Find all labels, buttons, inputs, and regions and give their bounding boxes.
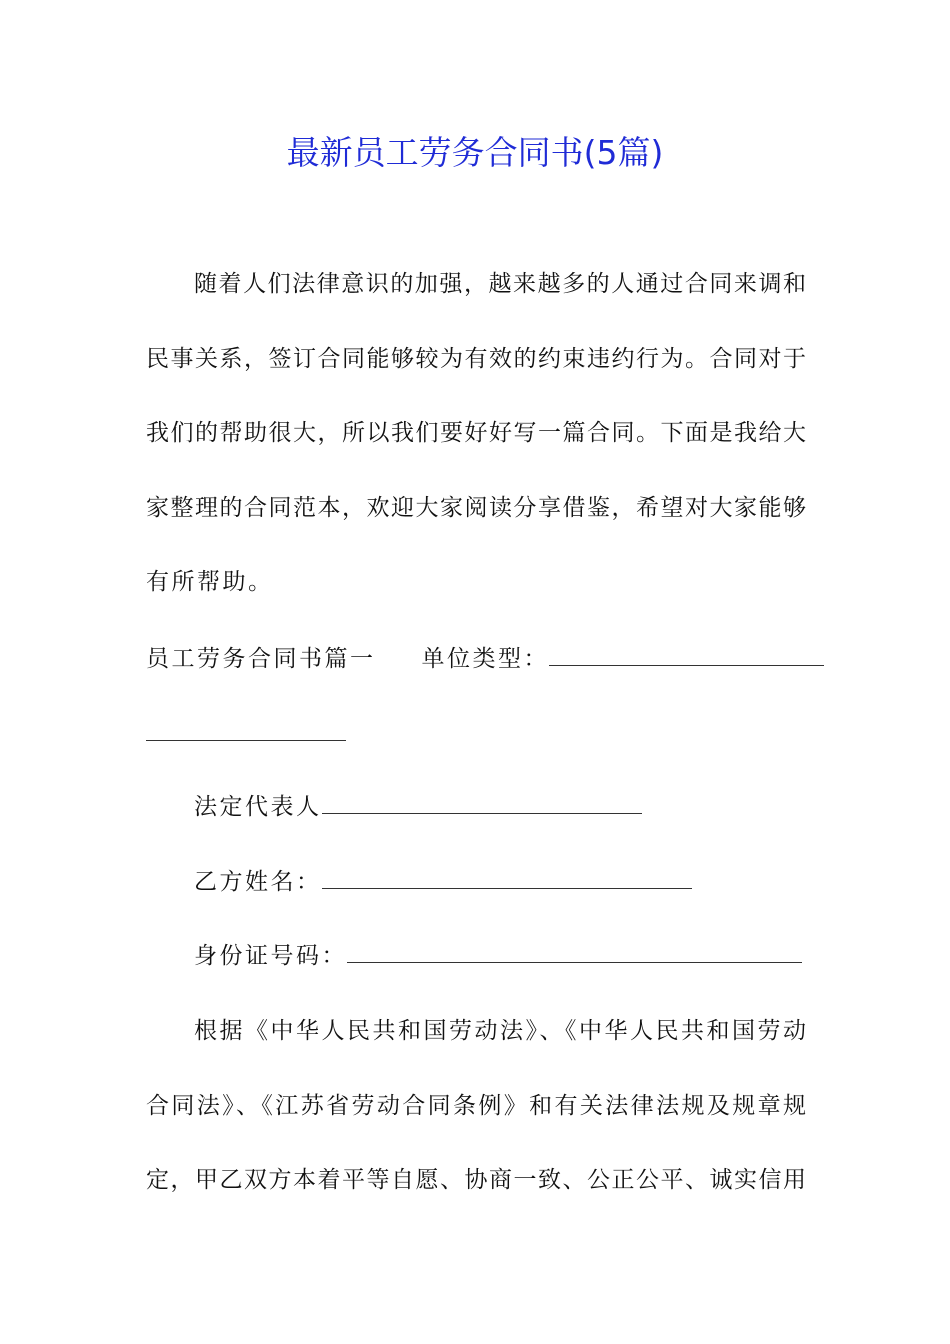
id-number-label: 身份证号码： [194, 943, 347, 969]
legal-rep-blank [322, 789, 642, 814]
body-paragraph-line: 定，甲乙双方本着平等自愿、协商一致、公正公平、诚实信用 [146, 1167, 806, 1193]
body-paragraph-line: 根据《中华人民共和国劳动法》、《中华人民共和国劳动 [194, 1018, 806, 1044]
intro-paragraph-line: 有所帮助。 [146, 569, 274, 595]
legal-rep-label: 法定代表人 [194, 794, 322, 820]
intro-paragraph-line: 随着人们法律意识的加强，越来越多的人通过合同来调和 [194, 271, 806, 297]
section-heading: 员工劳务合同书篇一 [146, 646, 376, 672]
intro-paragraph-line: 家整理的合同范本，欢迎大家阅读分享借鉴，希望对大家能够 [146, 495, 806, 521]
unit-type-blank-continuation [146, 740, 346, 741]
section-heading-row [146, 641, 824, 677]
unit-type-blank [549, 641, 824, 666]
id-number-blank [347, 938, 802, 963]
id-number-row [194, 938, 802, 974]
party-b-name-blank [322, 864, 692, 889]
intro-paragraph-line: 民事关系，签订合同能够较为有效的约束违约行为。合同对于 [146, 346, 806, 372]
legal-rep-row [194, 789, 642, 825]
body-paragraph-line: 合同法》、《江苏省劳动合同条例》和有关法律法规及规章规 [146, 1093, 806, 1119]
party-b-name-label: 乙方姓名： [194, 869, 322, 895]
intro-paragraph-line: 我们的帮助很大，所以我们要好好写一篇合同。下面是我给大 [146, 420, 806, 446]
party-b-name-row [194, 864, 692, 900]
unit-type-label: 单位类型： [421, 646, 549, 672]
page-title: 最新员工劳务合同书(5篇) [286, 133, 664, 172]
